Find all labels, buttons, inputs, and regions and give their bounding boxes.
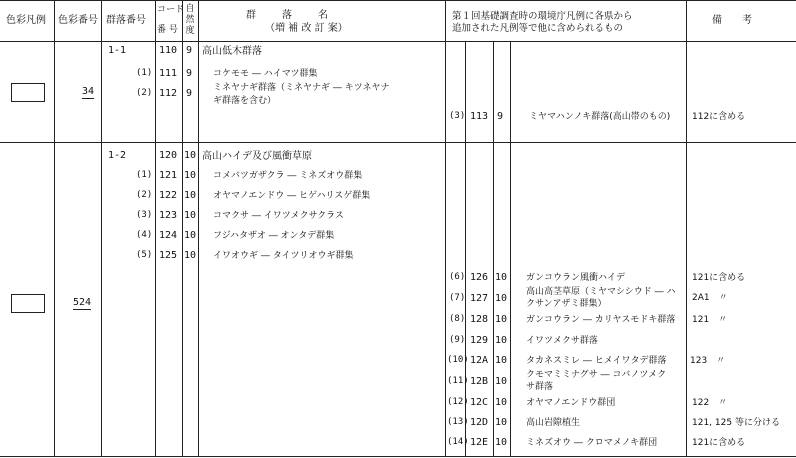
color-number: 34 [82, 86, 95, 97]
added-item-code: 12E [470, 437, 489, 448]
added-item-name: ミネズオウ ― クロマメノキ群団 [526, 438, 658, 448]
added-item-naturalness: 10 [495, 335, 508, 346]
added-item-code: 12D [470, 417, 489, 428]
added-item-name-line2: サ群落 [526, 382, 554, 392]
main-naturalness: 10 [184, 150, 197, 161]
added-item-remark: 2A1 〃 [692, 293, 728, 303]
header-community-name-sub: （増 補 改 訂 案） [265, 23, 348, 34]
sub-item-naturalness: 9 [186, 68, 193, 79]
added-item-code: 128 [470, 314, 489, 325]
group-number: 1-2 [108, 150, 127, 161]
added-item-index: (13) [447, 417, 469, 427]
sub-item-naturalness: 10 [184, 210, 197, 221]
added-item-naturalness: 10 [495, 417, 508, 428]
added-item-index: (7) [449, 293, 466, 303]
added-item-index: (10) [447, 355, 469, 365]
added-item-name: ガンコウラン ― カリヤスモドキ群落 [526, 315, 676, 325]
added-item-naturalness: 10 [495, 397, 508, 408]
sub-item-naturalness: 10 [184, 170, 197, 181]
added-item-name-line1: 高山高茎草原（ミヤマシシウド ― ハ [526, 287, 676, 297]
sub-item-naturalness: 10 [184, 190, 197, 201]
sub-item-naturalness: 10 [184, 230, 197, 241]
sub-item-name: コメバツガザクラ ― ミネズオウ群集 [213, 171, 363, 181]
sub-item-index: (5) [136, 250, 153, 260]
added-item-index: (3) [449, 111, 466, 121]
sub-item-naturalness: 9 [186, 88, 193, 99]
col-divider [182, 0, 183, 457]
added-item-index: (11) [447, 376, 469, 386]
main-naturalness: 9 [186, 45, 193, 56]
group-number: 1-1 [108, 45, 127, 56]
sub-item-code: 121 [159, 170, 178, 181]
header-added-legend-line2: 追加された凡例等で他に含められるもの [452, 23, 624, 34]
sub-item-index: (3) [136, 210, 153, 220]
added-item-naturalness: 9 [497, 111, 504, 122]
header-added-legend-line1: 第１回基礎調査時の環境庁凡例に各県から [452, 11, 633, 22]
added-item-naturalness: 10 [495, 437, 508, 448]
main-community-name: 高山低木群落 [202, 46, 262, 57]
header-bottom-border [0, 41, 796, 42]
sub-item-index: (1) [136, 170, 153, 180]
col-divider [155, 0, 156, 457]
sub-item-code: 111 [159, 68, 178, 79]
col-divider [198, 0, 199, 457]
sub-item-code: 124 [159, 230, 178, 241]
added-item-code: 126 [470, 272, 489, 283]
added-item-code: 12A [470, 355, 489, 366]
header-remarks: 備 考 [712, 15, 752, 26]
added-item-code: 127 [470, 293, 489, 304]
added-item-naturalness: 10 [495, 355, 508, 366]
added-item-name: ガンコウラン風衝ハイデ [526, 273, 626, 283]
added-item-remark: 121に含める [692, 438, 746, 448]
sub-item-code: 125 [159, 250, 178, 261]
sub-item-index: (1) [136, 68, 153, 78]
added-item-index: (6) [449, 272, 466, 282]
sub-item-index: (2) [136, 88, 153, 98]
col-divider [54, 0, 55, 457]
added-item-name: タカネスミレ ― ヒメイワタデ群落 [526, 356, 667, 366]
color-legend-swatch [11, 83, 45, 102]
sub-item-code: 112 [159, 88, 178, 99]
header-color-number: 色彩番号 [58, 15, 98, 26]
added-item-index: (9) [449, 335, 466, 345]
header-code-top: コード [157, 5, 185, 15]
added-col-divider [493, 42, 494, 457]
sub-item-code: 122 [159, 190, 178, 201]
sub-item-index: (4) [136, 230, 153, 240]
added-item-name: イワツメクサ群落 [526, 336, 598, 346]
sub-item-name: イワオウギ ― タイツリオウギ群集 [213, 251, 354, 261]
added-item-remark: 122 〃 [692, 398, 728, 408]
added-item-naturalness: 10 [495, 376, 508, 387]
header-color-legend: 色彩凡例 [6, 15, 46, 26]
added-item-name-line2: クサンアザミ群集） [526, 299, 607, 309]
added-item-naturalness: 10 [495, 314, 508, 325]
sub-item-name-line2: ギ群落を含む） [213, 96, 277, 106]
added-item-code: 129 [470, 335, 489, 346]
sub-item-name: コケモモ ― ハイマツ群集 [213, 69, 318, 79]
header-naturalness: 自然度 [185, 4, 195, 36]
header-community-number: 群落番号 [106, 15, 146, 26]
added-item-code: 12B [470, 376, 489, 387]
sub-item-code: 123 [159, 210, 178, 221]
added-item-naturalness: 10 [495, 293, 508, 304]
added-item-remark: 121, 125 等に分ける [692, 418, 780, 428]
added-item-name: 高山岩隙植生 [526, 418, 581, 428]
added-item-index: (8) [449, 314, 466, 324]
added-item-remark: 121 〃 [692, 315, 728, 325]
added-item-name: オヤマノエンドウ群団 [526, 398, 616, 408]
added-item-code: 12C [470, 397, 489, 408]
main-code: 110 [159, 45, 178, 56]
color-number: 524 [73, 297, 92, 308]
section-divider [0, 142, 796, 143]
main-code: 120 [159, 150, 178, 161]
added-item-naturalness: 10 [495, 272, 508, 283]
col-divider [686, 0, 687, 457]
added-item-index: (12) [447, 397, 469, 407]
table-top-border [0, 0, 796, 1]
added-item-code: 113 [470, 111, 489, 122]
sub-item-name: フジハタザオ ― オンタデ群集 [213, 231, 335, 241]
added-item-name-line1: クモマミミナグサ ― コバノツメク [526, 370, 667, 380]
added-col-divider [465, 42, 466, 457]
header-code-bottom: 番 号 [157, 25, 178, 35]
table-bottom-border [0, 456, 796, 457]
added-item-name: ミヤマハンノキ群落(高山帯のもの) [529, 112, 671, 122]
added-item-remark: 123 〃 [690, 356, 726, 366]
color-legend-swatch [11, 294, 45, 313]
sub-item-name-line1: ミネヤナギ群落（ミネヤナギ ― キツネヤナ [213, 83, 390, 93]
header-community-name: 群 落 名 [246, 10, 330, 21]
added-item-remark: 112に含める [692, 112, 746, 122]
added-col-divider [510, 42, 511, 457]
main-community-name: 高山ハイデ及び風衝草原 [202, 151, 312, 162]
col-divider [445, 0, 446, 457]
sub-item-name: コマクサ ― イワツメクサクラス [213, 211, 344, 221]
added-item-index: (14) [447, 437, 469, 447]
sub-item-name: オヤマノエンドウ ― ヒゲハリスゲ群集 [213, 191, 371, 201]
col-divider [101, 0, 102, 457]
sub-item-naturalness: 10 [184, 250, 197, 261]
added-item-remark: 121に含める [692, 273, 746, 283]
sub-item-index: (2) [136, 190, 153, 200]
